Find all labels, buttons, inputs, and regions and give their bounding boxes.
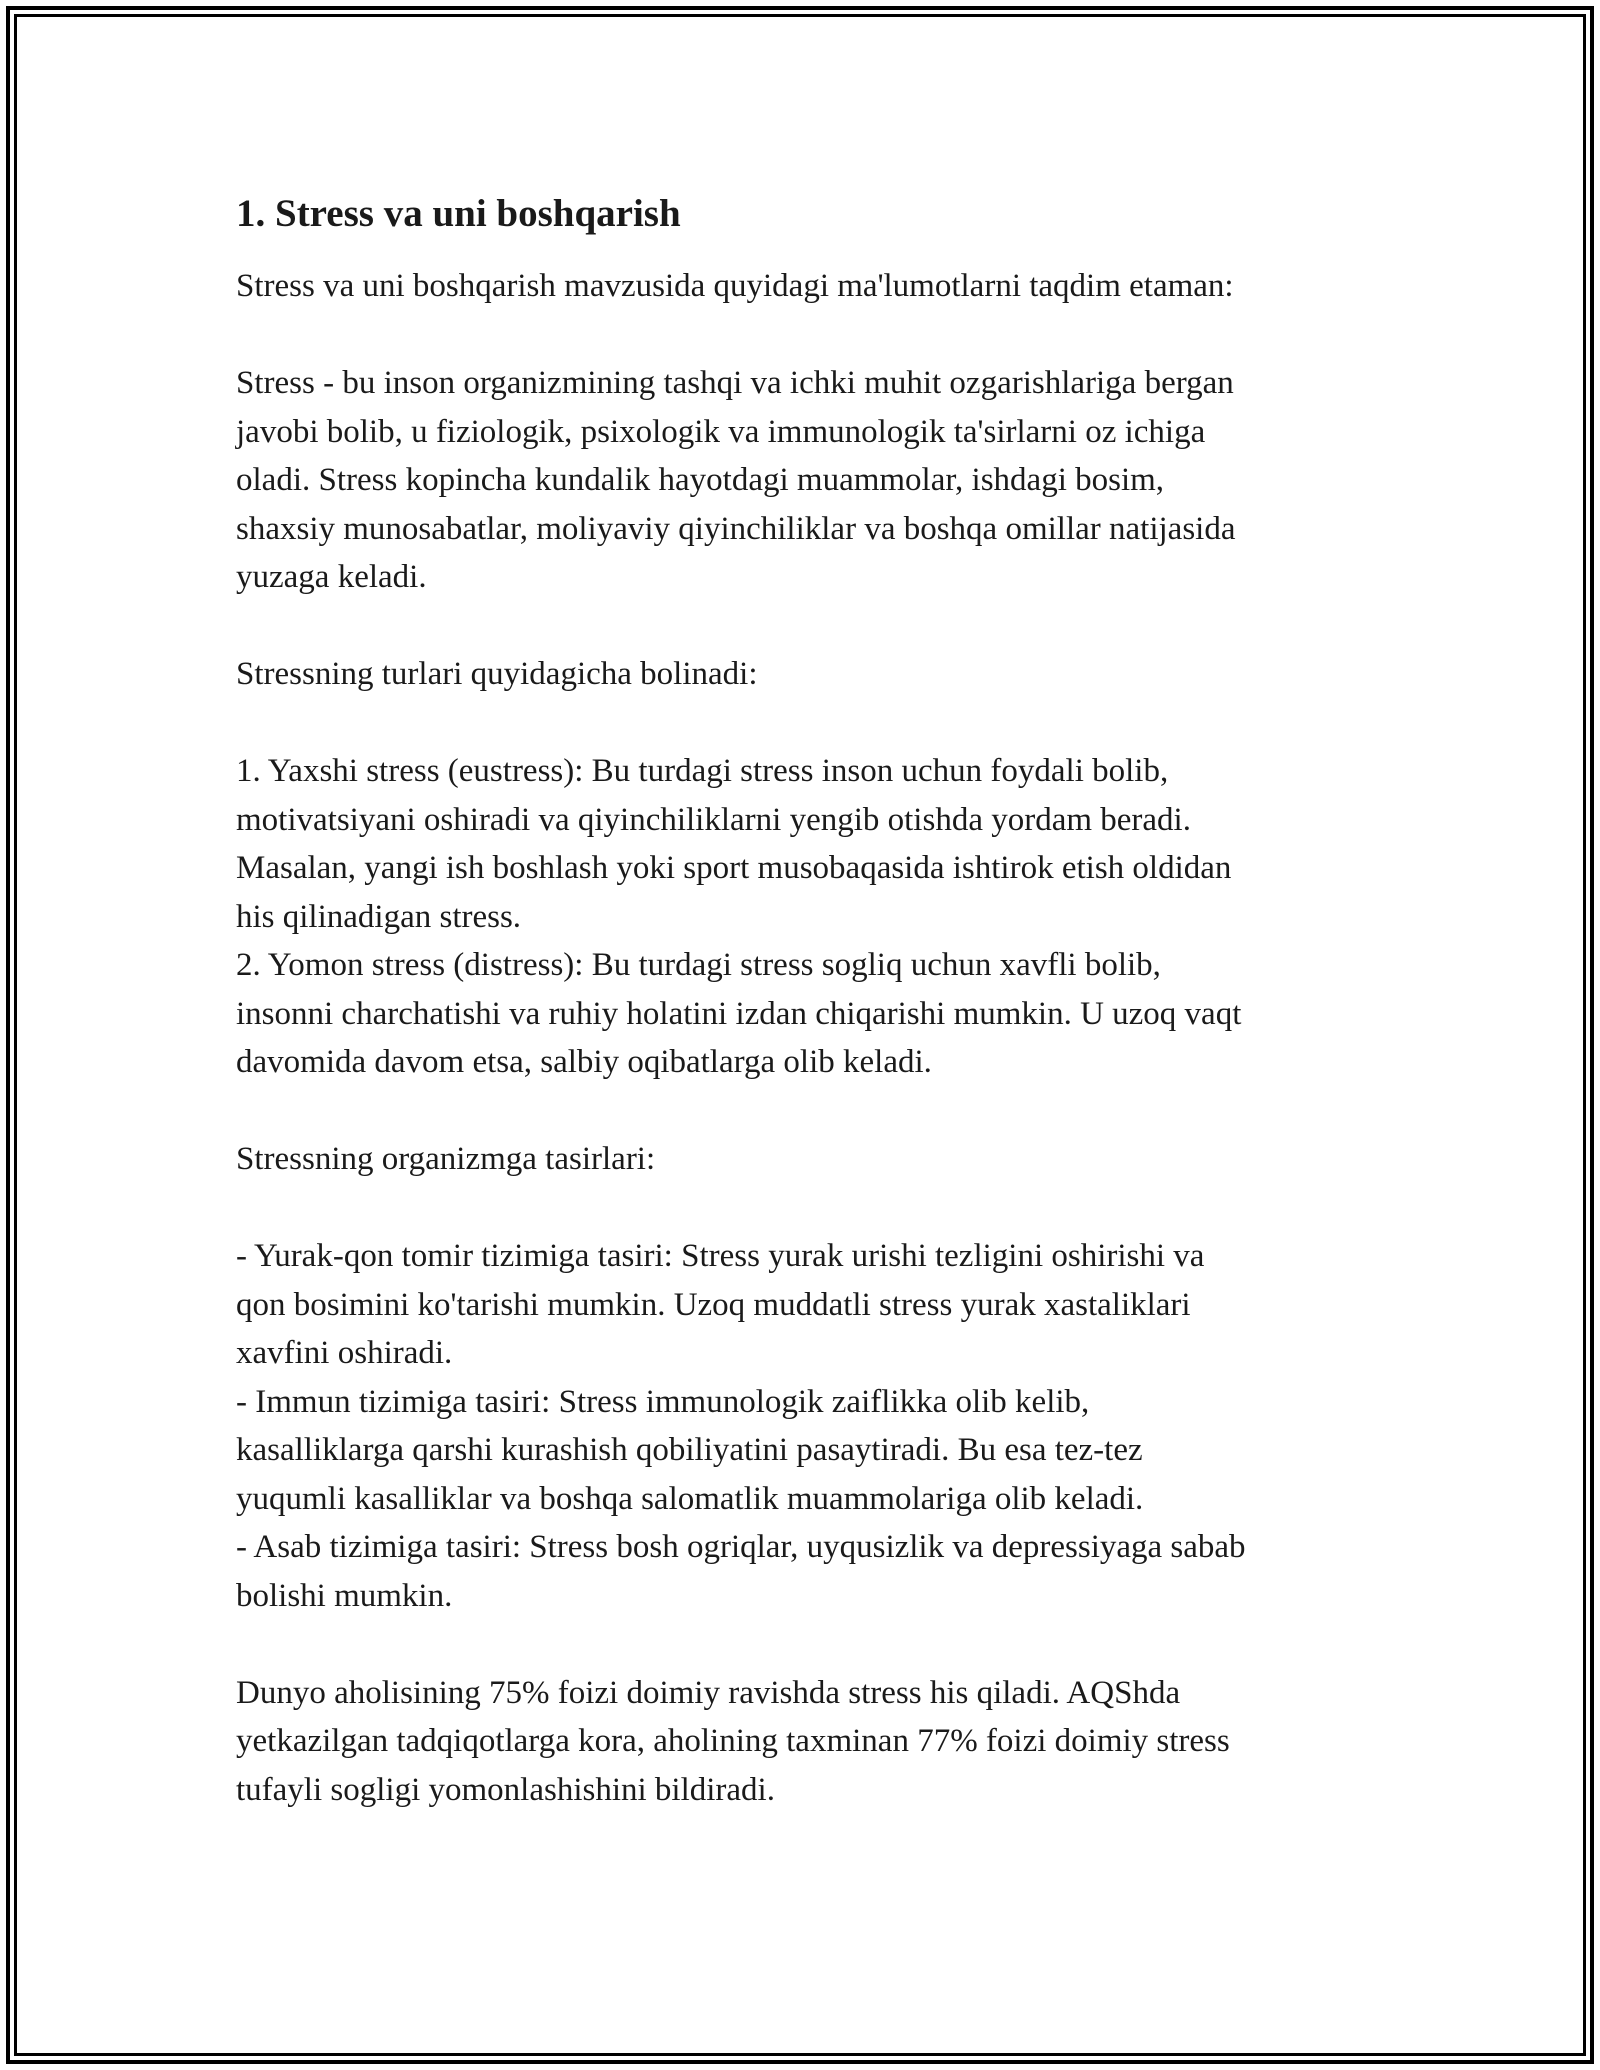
text-line: kasalliklarga qarshi kurashish qobiliyatini pasaytiradi. Bu esa tez-tez bbox=[236, 1432, 1143, 1468]
effects-heading: Stressning organizmga tasirlari: bbox=[236, 1141, 656, 1177]
text-line: qon bosimini ko'tarishi mumkin. Uzoq muddatli stress yurak xastaliklari bbox=[236, 1286, 1191, 1323]
text-line: shaxsiy munosabatlar, moliyaviy qiyinchiliklar va boshqa omillar natijasida bbox=[236, 510, 1236, 547]
paragraph-spacer bbox=[236, 1184, 1386, 1233]
paragraph-spacer bbox=[236, 311, 1386, 360]
types-list bbox=[236, 747, 1386, 1087]
text-line: javobi bolib, u fiziologik, psixologik va immunologik ta'sirlarni oz ichiga bbox=[236, 413, 1206, 450]
text-line: yuqumli kasalliklar va boshqa salomatlik muammolariga olib keladi. bbox=[236, 1480, 1144, 1517]
text-line: insonni charchatishi va ruhiy holatini izdan chiqarishi mumkin. U uzoq vaqt bbox=[236, 995, 1242, 1032]
text-line: 1. Yaxshi stress (eustress): Bu turdagi stress inson uchun foydali bolib, bbox=[236, 753, 1169, 789]
intro-paragraph: Stress va uni boshqarish mavzusida quyidagi ma'lumotlarni taqdim etaman: bbox=[236, 268, 1234, 304]
document-title: 1. Stress va uni boshqarish bbox=[236, 192, 681, 235]
text-line: - Immun tizimiga tasiri: Stress immunologik zaiflikka olib kelib, bbox=[236, 1383, 1090, 1420]
text-line: - Yurak-qon tomir tizimiga tasiri: Stress yurak urishi tezligini oshirishi va bbox=[236, 1238, 1205, 1274]
text-line: davomida davom etsa, salbiy oqibatlarga olib keladi. bbox=[236, 1044, 932, 1080]
statistics-paragraph bbox=[236, 1669, 1386, 1815]
text-line: - Asab tizimiga tasiri: Stress bosh ogriqlar, uyqusizlik va depressiyaga sabab bbox=[236, 1529, 1246, 1565]
paragraph-spacer bbox=[236, 602, 1386, 651]
text-line: tufayli sogligi yomonlashishini bildiradi. bbox=[236, 1771, 775, 1808]
text-line: his qilinadigan stress. bbox=[236, 898, 522, 935]
text-line: Masalan, yangi ish boshlash yoki sport musobaqasida ishtirok etish oldidan bbox=[236, 850, 1232, 886]
text-line: Stress - bu inson organizmining tashqi va ichki muhit ozgarishlariga bergan bbox=[236, 365, 1234, 401]
paragraph-spacer bbox=[236, 1620, 1386, 1669]
text-line: yuzaga keladi. bbox=[236, 559, 427, 595]
types-heading: Stressning turlari quyidagicha bolinadi: bbox=[236, 656, 758, 692]
definition-paragraph bbox=[236, 359, 1386, 602]
text-line: motivatsiyani oshiradi va qiyinchiliklarni yengib otishda yordam beradi. bbox=[236, 801, 1191, 838]
text-line: Dunyo aholisining 75% foizi doimiy ravishda stress his qiladi. AQShda bbox=[236, 1674, 1181, 1711]
document-body bbox=[236, 186, 1386, 1814]
effects-list bbox=[236, 1232, 1386, 1620]
text-line: xavfini oshiradi. bbox=[236, 1335, 453, 1371]
text-line: bolishi mumkin. bbox=[236, 1577, 453, 1614]
text-line: 2. Yomon stress (distress): Bu turdagi stress sogliq uchun xavfli bolib, bbox=[236, 947, 1161, 983]
text-line: yetkazilgan tadqiqotlarga kora, aholining taxminan 77% foizi doimiy stress bbox=[236, 1723, 1230, 1759]
text-line: oladi. Stress kopincha kundalik hayotdagi muammolar, ishdagi bosim, bbox=[236, 462, 1165, 498]
paragraph-spacer bbox=[236, 699, 1386, 748]
paragraph-spacer bbox=[236, 1087, 1386, 1136]
